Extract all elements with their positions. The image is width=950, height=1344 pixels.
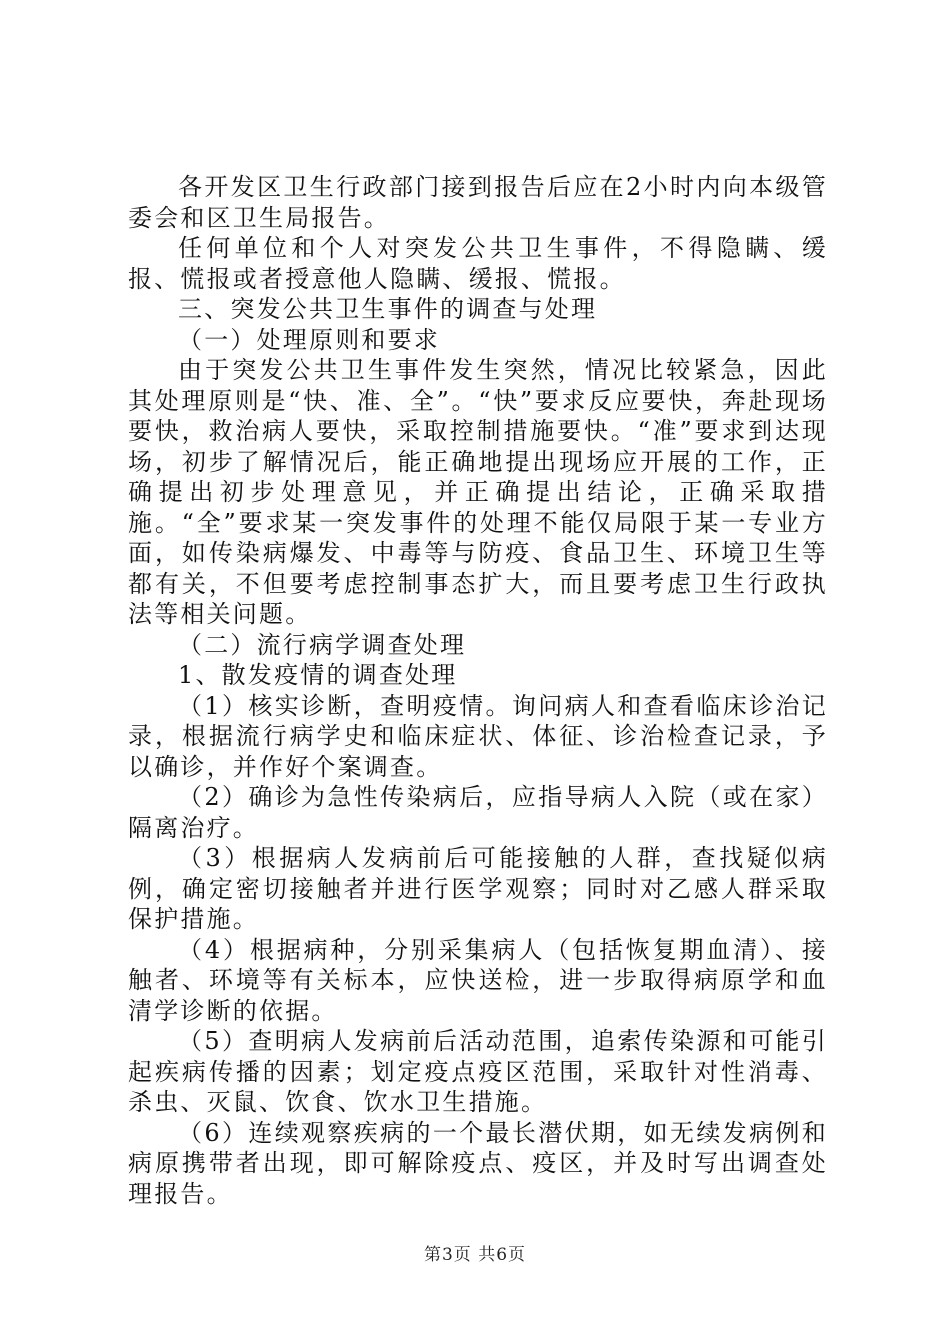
document-page xyxy=(128,172,828,1209)
subsection-heading-epidemiology: （二）流行病学调查处理 xyxy=(178,630,467,659)
section-heading-investigation: 三、突发公共卫生事件的调查与处理 xyxy=(178,295,598,323)
list-item-step-5: （5）查明病人发病前后活动范围，追索传染源和可能引起疾病传播的因素；划定疫点疫区范围，采取针对性消毒、杀虫、灭鼠、饮食、饮水卫生措施。 xyxy=(128,1027,828,1116)
subsection-heading-principles: （一）处理原则和要求 xyxy=(178,325,440,354)
paragraph-report-deadline: 各开发区卫生行政部门接到报告后应在2小时内向本级管委会和区卫生局报告。 xyxy=(128,173,828,232)
list-item-step-4: （4）根据病种，分别采集病人（包括恢复期血清）、接触者、环境等有关标本，应快送检，进一步取得病原学和血清学诊断的依据。 xyxy=(128,935,828,1025)
list-item-step-3: （3）根据病人发病前后可能接触的人群，查找疑似病例，确定密切接触者并进行医学观察；同时对乙感人群采取保护措施。 xyxy=(128,844,828,933)
paragraph-principles: 由于突发公共卫生事件发生突然，情况比较紧急，因此其处理原则是“快、准、全”。“快”要求反应要快，奔赴现场要快，救治病人要快，采取控制措施要快。“准”要求到达现场，初步了解情况后，能正确地提出现场应开展的工作，正确提出初步处理意见，并正确提出结论，正确采取措施。“全”要求某一突发事件的处理不能仅局限于某一专业方面，如传染病爆发、中毒等与防疫、食品卫生、环境卫生等都有关，不但要考虑控制事态扩大，而且要考虑卫生行政执法等相关问题。 xyxy=(128,356,828,628)
list-item-step-1: （1）核实诊断，查明疫情。询问病人和查看临床诊治记录，根据流行病学史和临床症状、体征、诊治检查记录，予以确诊，并作好个案调查。 xyxy=(128,691,828,781)
item-heading-sporadic: 1、散发疫情的调查处理 xyxy=(178,661,458,689)
paragraph-no-concealment: 任何单位和个人对突发公共卫生事件，不得隐瞒、缓报、慌报或者授意他人隐瞒、缓报、慌报。 xyxy=(128,234,828,293)
page-number-footer: 第3页 共6页 xyxy=(423,1245,527,1265)
list-item-step-6: （6）连续观察疾病的一个最长潜伏期，如无续发病例和病原携带者出现，即可解除疫点、疫区，并及时写出调查处理报告。 xyxy=(128,1118,828,1208)
list-item-step-2: （2）确诊为急性传染病后，应指导病人入院（或在家）隔离治疗。 xyxy=(128,783,828,842)
